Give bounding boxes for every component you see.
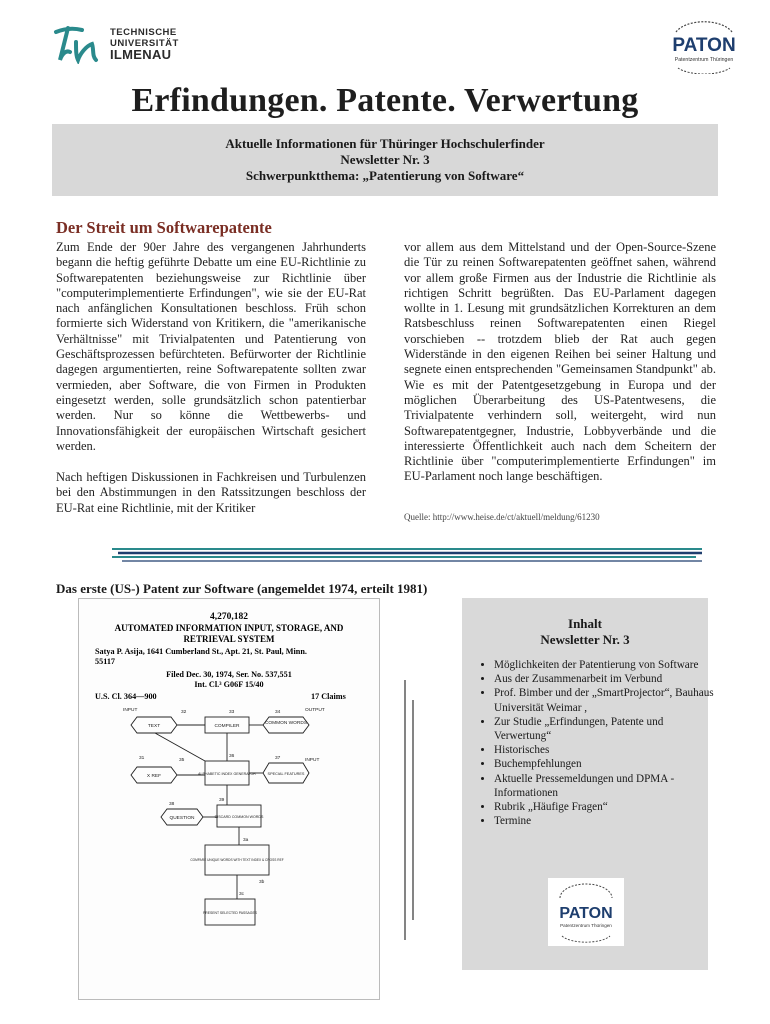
svg-text:3b: 3b: [259, 880, 265, 885]
svg-text:TEXT: TEXT: [147, 724, 161, 729]
svg-text:PRESENT SELECTED PASSAGES: PRESENT SELECTED PASSAGES: [203, 911, 257, 915]
contents-list: [480, 658, 714, 828]
paton-logo-subtitle: Patentzentrum Thüringen: [674, 57, 734, 63]
contents-item: • Termine: [494, 814, 714, 828]
vertical-divider: [402, 680, 416, 940]
svg-text:COMPARE UNIQUE WORDS WITH TEXT: COMPARE UNIQUE WORDS WITH TEXT INDEX & CROSS REF: [190, 858, 284, 862]
svg-text:Patentzentrum Thüringen: Patentzentrum Thüringen: [560, 923, 612, 928]
svg-text:32: 32: [181, 710, 187, 715]
svg-text:3c: 3c: [239, 892, 245, 897]
banner-line1: Aktuelle Informationen für Thüringer Hochschulerfinder: [225, 136, 545, 151]
svg-text:3a: 3a: [243, 838, 249, 843]
svg-text:COMPILER: COMPILER: [214, 724, 240, 729]
article-column-right: [404, 240, 716, 485]
contents-item: • Rubrik „Häufige Fragen“: [494, 800, 714, 814]
patent-claims: 17 Claims: [311, 692, 346, 701]
patent-intcl: Int. Cl.³ G06F 15/40: [194, 680, 264, 689]
svg-text:SPECIAL FEATURES: SPECIAL FEATURES: [267, 772, 305, 776]
contents-item: • Aktuelle Pressemeldungen und DPMA - Informationen: [494, 772, 714, 800]
svg-text:INPUT: INPUT: [305, 758, 320, 763]
svg-text:DISCARD COMMON WORDS: DISCARD COMMON WORDS: [214, 815, 264, 819]
tu-logo-line3: ILMENAU: [110, 47, 172, 62]
svg-text:39: 39: [219, 798, 225, 803]
patent-inventor: Satya P. Asija, 1641 Cumberland St., Apt. 21, St. Paul, Minn.: [95, 647, 307, 656]
paton-logo-name: PATON: [672, 35, 736, 56]
article-column-left: [56, 240, 366, 516]
article-source-link[interactable]: Quelle: http://www.heise.de/ct/aktuell/meldung/61230: [404, 512, 600, 522]
contents-item: • Möglichkeiten der Patentierung von Software: [494, 658, 714, 672]
article-paragraph: vor allem aus dem Mittelstand und der Open-Source-Szene die Tür zu reinen Softwarepatenten geöffnet sahen, während vor allem große Firmen aus der Industrie die Richtlinie als richtigen Schritt begrüßten. Das EU-Parlament dagegen wollte in 1. Lesung mit grundsätzlichen Korrekturen an dem Ratsbeschluss reinen Softwarepatenten einen Riegel vorschieben -- trotzdem blieb der Rat auch gegen Widerstände in den eigenen Reihen bei seiner Haltung und segnete einen entsprechenden "Gemeinsamen Standpunkt" ab. Wie es mit der Patentgesetzgebung in Europa und der möglichen Überarbeitung des US-Patentwesens, die Trivialpatente verhindern soll, weitergeht, wird nun Softwarepatentgegner, Industrie, Lobbyverbände und die interessierte Öffentlichkeit auch nach dem Scheitern der Richtlinie über "computerimplementierte Erfindungen" im EU-Parlament noch lange beschäftigen.: [404, 240, 716, 484]
patent-number: 4,270,182: [210, 612, 248, 622]
tu-logo-line2: UNIVERSITÄT: [110, 38, 179, 49]
svg-text:37: 37: [275, 756, 281, 761]
contents-box: [462, 598, 714, 970]
tu-logo-icon: [52, 24, 104, 64]
contents-item: • Aus der Zusammenarbeit im Verbund: [494, 672, 714, 686]
svg-text:33: 33: [229, 710, 235, 715]
svg-text:INPUT: INPUT: [123, 708, 138, 713]
patent-title-line1: AUTOMATED INFORMATION INPUT, STORAGE, AND: [114, 623, 344, 633]
page-title: Erfindungen. Patente. Verwertung: [131, 82, 639, 119]
patent-flowchart: [131, 717, 309, 925]
svg-text:35: 35: [179, 758, 185, 763]
patent-uscl: U.S. Cl. 364—900: [95, 692, 157, 701]
patent-document-image: [78, 598, 380, 1000]
svg-text:34: 34: [275, 710, 281, 715]
paton-logo-small: [548, 878, 624, 946]
svg-text:COMMON WORDS: COMMON WORDS: [264, 721, 308, 726]
decorative-divider: [112, 543, 702, 567]
paton-logo: [662, 14, 746, 74]
article-paragraph: Zum Ende der 90er Jahre des vergangenen Jahrhunderts begann die heftig geführte Debatte um eine EU-Richtlinie zu Softwarepatenten beziehungsweise zur Richtlinie über "computerimplementierte Erfindungen", wie sie der EU-Rat nach anfänglichen Konsultationen beschloss. Früh schon formierte sich Widerstand von Kritikern, die "amerikanische Verhältnisse" mit Trivialpatenten und Patentierung von Geschäftsprozessen befürchteten. Befürworter der Richtlinie dagegen argumentierten, reine Softwarepatente sollten zwar vermieden, aber Software, die von Firmen in Produkten eingesetzt werden, solle grundsätzlich schon patentierbar werden. Nur so könne die Wettbewerbs- und Innovationsfähigkeit der europäischen Wirtschaft gesichert werden.: [56, 240, 366, 453]
contents-item: • Prof. Bimber und der „SmartProjector“, Bauhaus Universität Weimar ,: [494, 686, 714, 714]
contents-title: [462, 616, 708, 648]
patent-title-line2: RETRIEVAL SYSTEM: [183, 634, 275, 644]
patent-heading: Das erste (US-) Patent zur Software (angemeldet 1974, erteilt 1981): [56, 581, 428, 596]
svg-text:PATON: PATON: [559, 905, 613, 922]
banner-line3: Schwerpunktthema: „Patentierung von Software“: [245, 168, 525, 183]
contents-item: • Historisches: [494, 743, 714, 757]
tu-ilmenau-logo: [52, 22, 202, 66]
article-heading: Der Streit um Softwarepatente: [56, 218, 272, 237]
svg-text:36: 36: [229, 754, 235, 759]
svg-text:QUESTION: QUESTION: [169, 816, 195, 821]
banner-line2: Newsletter Nr. 3: [340, 152, 430, 167]
svg-text:ALPHABETIC INDEX GENERATOR: ALPHABETIC INDEX GENERATOR: [198, 772, 256, 776]
contents-item: • Buchempfehlungen: [494, 757, 714, 771]
article-paragraph: Nach heftigen Diskussionen in Fachkreisen und Turbulenzen bei den Abstimmungen in den Ratssitzungen beschloss der EU-Rat eine Richtlinie, mit der Kritiker: [56, 470, 366, 515]
newsletter-banner: [52, 124, 718, 196]
patent-inventor-zip: 55117: [95, 657, 116, 666]
patent-filed: Filed Dec. 30, 1974, Ser. No. 537,551: [166, 670, 292, 679]
svg-text:OUTPUT: OUTPUT: [305, 708, 325, 713]
svg-text:38: 38: [169, 802, 175, 807]
contents-title-line2: Newsletter Nr. 3: [540, 632, 630, 647]
contents-title-line1: Inhalt: [568, 616, 602, 631]
contents-item: • Zur Studie „Erfindungen, Patente und Verwertung“: [494, 715, 714, 743]
svg-text:X REF: X REF: [146, 774, 162, 779]
tu-logo-line1: TECHNISCHE: [110, 27, 177, 38]
svg-text:31: 31: [139, 756, 145, 761]
